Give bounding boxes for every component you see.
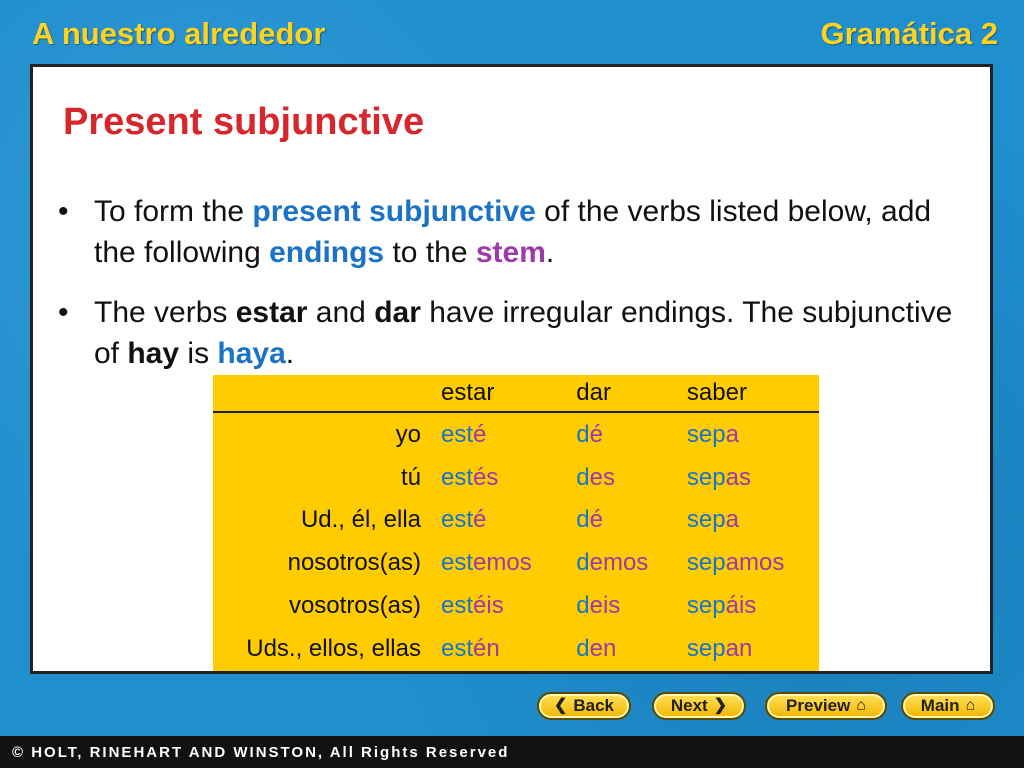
verb-ending: én <box>473 635 500 663</box>
text-run: to the <box>384 236 476 269</box>
verb-stem: sep <box>686 635 726 663</box>
slide-title: Present subjunctive <box>63 101 425 143</box>
bold-dar: dar <box>374 296 421 329</box>
highlight-stem: stem <box>475 236 546 269</box>
bold-hay: hay <box>127 337 180 370</box>
table-header-blank <box>213 375 429 412</box>
verb-stem: est <box>441 592 474 620</box>
verb-stem: d <box>576 506 590 534</box>
dar-form-cell <box>564 628 675 671</box>
bold-estar: estar <box>235 296 308 329</box>
text-run: and <box>307 296 375 329</box>
verb-ending: é <box>473 506 487 534</box>
saber-form-cell <box>675 628 819 671</box>
estar-form-cell <box>429 585 564 628</box>
verb-ending: es <box>589 463 615 491</box>
preview-button-label: Preview <box>786 696 851 715</box>
table-row <box>213 585 819 628</box>
chevron-left-icon: ❮ <box>553 697 568 714</box>
table-row <box>213 499 819 542</box>
next-button[interactable] <box>652 692 746 720</box>
verb-ending: an <box>725 635 753 663</box>
main-button-label: Main <box>920 696 960 715</box>
verb-ending: é <box>473 420 487 448</box>
preview-button[interactable] <box>765 692 887 720</box>
estar-form-cell <box>429 412 564 456</box>
verb-ending: é <box>589 420 603 448</box>
saber-form-cell <box>675 412 819 456</box>
dar-form-cell <box>564 542 675 585</box>
pronoun-cell: vosotros(as) <box>288 592 421 620</box>
text-run: . <box>285 337 295 370</box>
text-run: To form the <box>94 195 253 228</box>
table-row <box>213 456 819 499</box>
estar-form-cell <box>429 456 564 499</box>
verb-stem: sep <box>686 463 726 491</box>
saber-form-cell <box>675 499 819 542</box>
highlight-present-subjunctive: present subjunctive <box>252 195 536 228</box>
verb-stem: sep <box>686 506 726 534</box>
saber-form-cell <box>675 585 819 628</box>
verb-ending: áis <box>725 592 757 620</box>
verb-stem: d <box>576 592 590 620</box>
highlight-haya: haya <box>217 337 286 370</box>
saber-form-cell <box>675 542 819 585</box>
table-header-estar: estar <box>429 375 564 412</box>
table-header-saber: saber <box>675 375 819 412</box>
chevron-right-icon: ❯ <box>713 697 728 714</box>
dar-form-cell <box>564 499 675 542</box>
verb-ending: és <box>473 463 499 491</box>
text-run: have irregular endings. The subjunctive of <box>94 296 953 370</box>
dar-form-cell <box>564 456 675 499</box>
verb-stem: d <box>576 420 590 448</box>
bullet-1-text <box>94 191 978 273</box>
pronoun-cell: Uds., ellos, ellas <box>246 635 421 663</box>
bullet-2 <box>58 292 978 374</box>
verb-ending: as <box>725 463 751 491</box>
verb-ending: en <box>589 635 617 663</box>
bullet-1 <box>58 191 978 273</box>
estar-form-cell <box>429 542 564 585</box>
back-button-label: Back <box>573 696 615 715</box>
bullet-2-text <box>94 292 978 374</box>
estar-form-cell <box>429 499 564 542</box>
table-row <box>213 412 819 456</box>
verb-stem: est <box>441 420 474 448</box>
verb-stem: sep <box>686 549 726 577</box>
next-button-label: Next <box>670 696 708 715</box>
bullet-dot: • <box>58 195 69 228</box>
app-title: A nuestro alrededor <box>32 16 326 51</box>
verb-ending: emos <box>589 549 649 577</box>
text-run: . <box>545 236 555 269</box>
table-header-row <box>213 375 819 412</box>
conjugation-table <box>213 375 819 671</box>
slide-panel <box>30 64 993 674</box>
table-row <box>213 542 819 585</box>
verb-ending: eis <box>589 592 621 620</box>
verb-stem: est <box>441 635 474 663</box>
verb-stem: est <box>441 463 474 491</box>
verb-ending: a <box>725 420 739 448</box>
estar-form-cell <box>429 628 564 671</box>
verb-ending: amos <box>725 549 785 577</box>
pronoun-cell: yo <box>395 420 421 448</box>
section-title: Gramática 2 <box>820 16 998 51</box>
verb-stem: est <box>441 549 474 577</box>
table-row <box>213 628 819 671</box>
saber-form-cell <box>675 456 819 499</box>
pronoun-cell: nosotros(as) <box>287 549 421 577</box>
text-run: of the verbs listed below, add the following <box>94 195 932 269</box>
verb-stem: sep <box>686 420 726 448</box>
table-header-dar: dar <box>564 375 675 412</box>
main-button[interactable] <box>901 692 995 720</box>
bullet-dot: • <box>58 296 69 329</box>
text-run: The verbs <box>94 296 236 329</box>
pronoun-cell: tú <box>400 463 421 491</box>
highlight-endings: endings <box>269 236 385 269</box>
verb-stem: sep <box>686 592 726 620</box>
verb-stem: d <box>576 549 590 577</box>
text-run: is <box>179 337 218 370</box>
dar-form-cell <box>564 412 675 456</box>
verb-ending: emos <box>473 549 532 577</box>
verb-ending: éis <box>473 592 504 620</box>
verb-stem: d <box>576 463 590 491</box>
verb-stem: est <box>441 506 474 534</box>
dar-form-cell <box>564 585 675 628</box>
home-icon: ⌂ <box>965 697 976 714</box>
verb-stem: d <box>576 635 590 663</box>
copyright-footer: © HOLT, RINEHART AND WINSTON, All Rights Reserved <box>0 736 1024 768</box>
verb-ending: é <box>589 506 603 534</box>
pronoun-cell: Ud., él, ella <box>300 506 421 534</box>
home-icon: ⌂ <box>856 697 866 714</box>
back-button[interactable] <box>537 692 631 720</box>
verb-ending: a <box>725 506 739 534</box>
